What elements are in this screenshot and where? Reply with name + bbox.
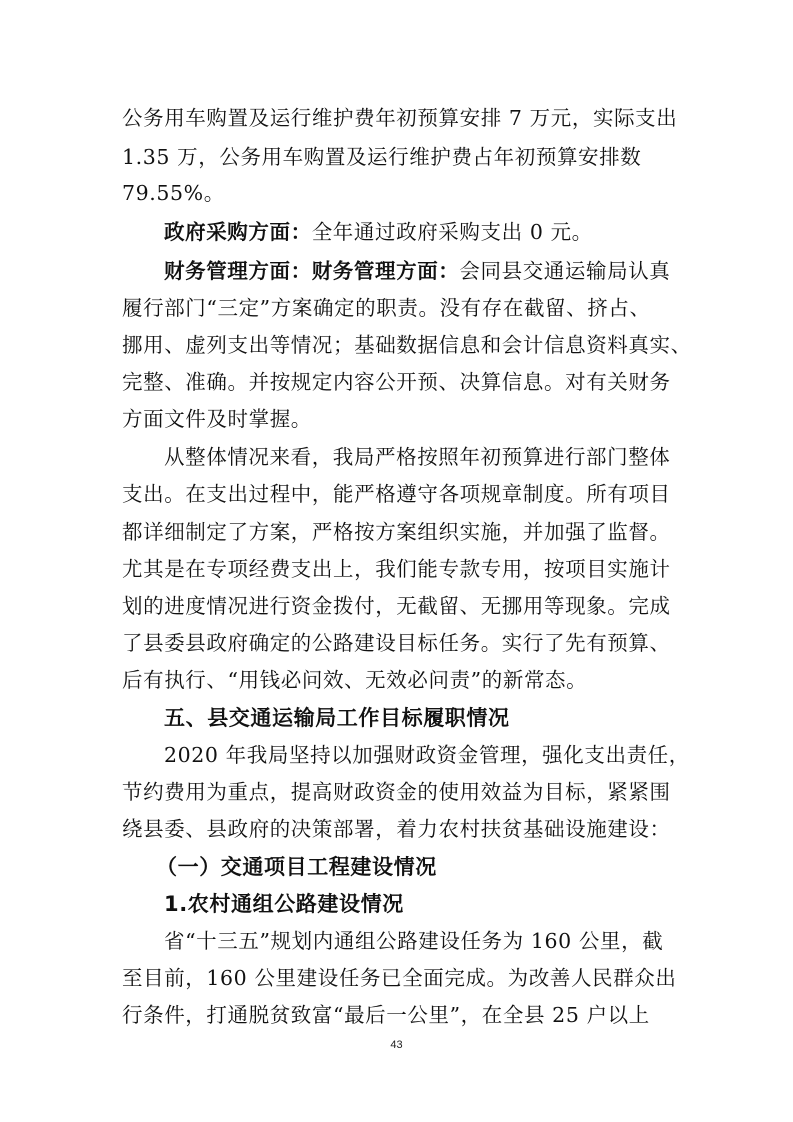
procurement-label: 政府采购方面： <box>164 220 312 244</box>
body-line: 节约费用为重点，提高财政资金的使用效益为目标，紧紧围 <box>122 780 671 804</box>
section-heading: 五、县交通运输局工作目标履职情况 <box>164 706 510 730</box>
finance-text: 会同县交通运输局认真 <box>459 259 671 283</box>
finance-label: 财务管理方面：财务管理方面： <box>164 259 460 283</box>
body-line: 方面文件及时掌握。 <box>122 407 312 431</box>
body-line: 挪用、虚列支出等情况；基础数据信息和会计信息资料真实、 <box>122 333 692 357</box>
body-line: 尤其是在专项经费支出上，我们能专款专用，按项目实施计 <box>122 557 671 581</box>
body-line: 完整、准确。并按规定内容公开预、决算信息。对有关财务 <box>122 370 671 394</box>
subsubsection-heading: 1.农村通组公路建设情况 <box>164 892 404 916</box>
body-line: 2020 年我局坚持以加强财政资金管理，强化支出责任， <box>164 743 690 767</box>
body-line: 划的进度情况进行资金拨付，无截留、无挪用等现象。完成 <box>122 594 671 618</box>
body-line: 省“十三五”规划内通组公路建设任务为 160 公里，截 <box>164 929 664 953</box>
procurement-paragraph <box>164 217 593 247</box>
body-line: 履行部门“三定”方案确定的职责。没有存在截留、挤占、 <box>122 296 651 320</box>
body-line: 公务用车购置及运行维护费年初预算安排 7 万元，实际支出 <box>122 106 678 130</box>
body-line: 支出。在支出过程中，能严格遵守各项规章制度。所有项目 <box>122 482 671 506</box>
body-line: 至目前，160 公里建设任务已全面完成。为改善人民群众出 <box>122 966 677 990</box>
page-number: 43 <box>390 1039 403 1051</box>
body-line: 79.55%。 <box>122 181 225 205</box>
body-line: 后有执行、“用钱必问效、无效必问责”的新常态。 <box>122 668 588 692</box>
body-line: 1.35 万，公务用车购置及运行维护费占年初预算安排数 <box>122 145 642 169</box>
body-line: 了县委县政府确定的公路建设目标任务。实行了先有预算、 <box>122 631 671 655</box>
subsection-heading: （一）交通项目工程建设情况 <box>156 855 437 879</box>
body-line: 都详细制定了方案，严格按方案组织实施，并加强了监督。 <box>122 520 671 544</box>
body-line: 绕县委、县政府的决策部署，着力农村扶贫基础设施建设： <box>122 817 671 841</box>
body-line: 从整体情况来看，我局严格按照年初预算进行部门整体 <box>164 445 671 469</box>
body-line: 行条件，打通脱贫致富“最后一公里”，在全县 25 户以上 <box>122 1003 650 1027</box>
procurement-text: 全年通过政府采购支出 0 元。 <box>311 220 593 244</box>
finance-paragraph <box>164 256 670 286</box>
